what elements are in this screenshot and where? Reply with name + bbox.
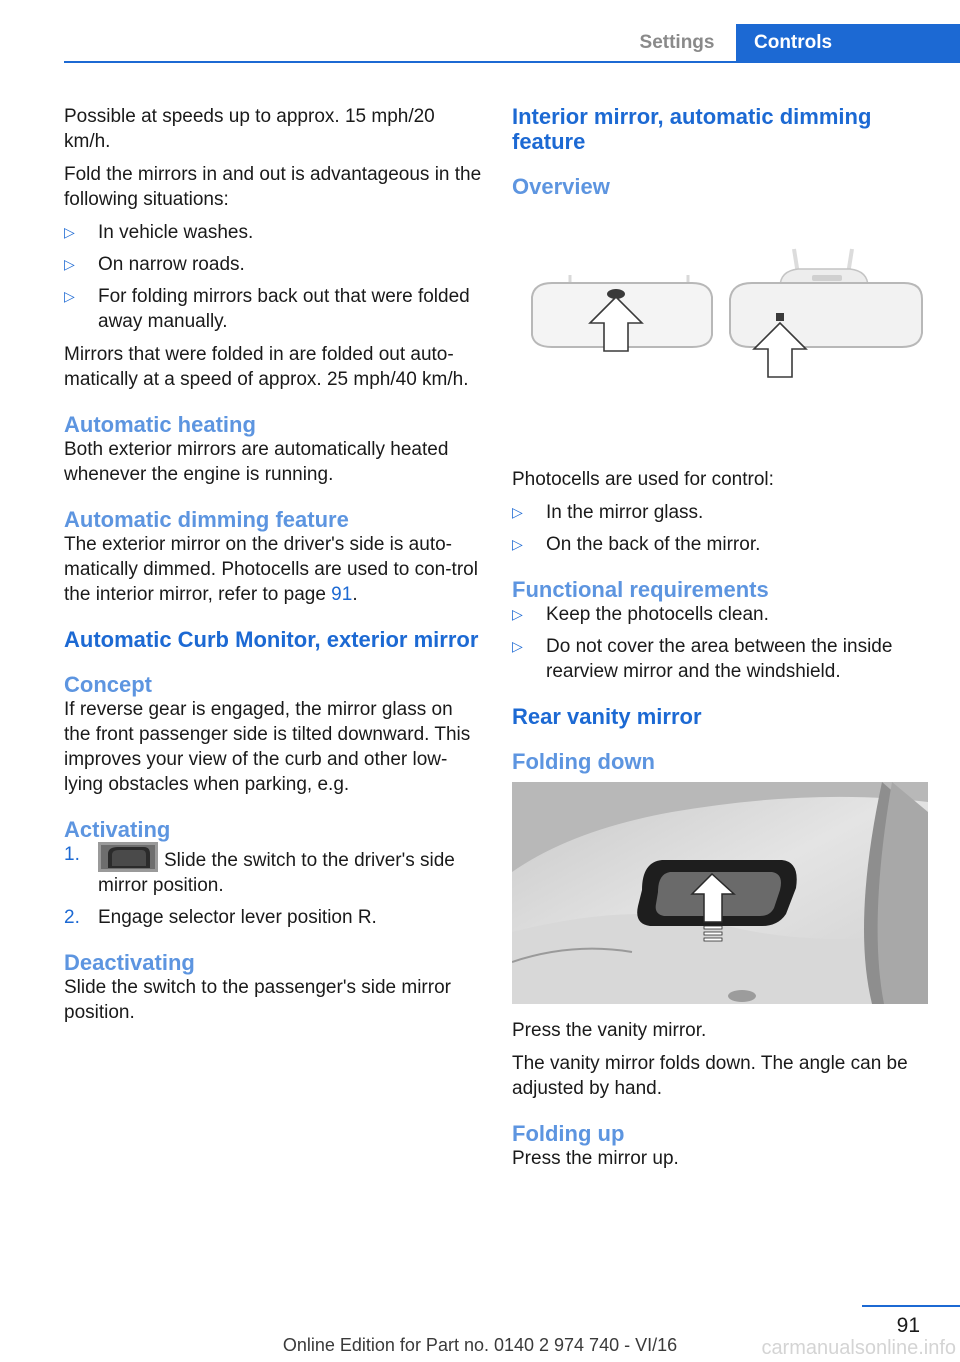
bullet-triangle-icon: ▷ [64, 256, 75, 272]
fold-situations-list [64, 220, 482, 334]
activating-heading: Activating [64, 817, 171, 842]
bullet-triangle-icon: ▷ [512, 606, 523, 622]
bullet-triangle-icon: ▷ [512, 536, 523, 552]
auto-dimming-heading: Automatic dimming feature [64, 507, 349, 532]
left-column [64, 104, 482, 1033]
list-item: ▷ Keep the photocells clean. [512, 604, 769, 625]
activating-steps [64, 842, 482, 930]
auto-heating-heading: Automatic heating [64, 412, 256, 437]
header-rule [64, 61, 960, 63]
list-item: ▷ For folding mirrors back out that were folded away manually. [64, 286, 470, 332]
bullet-triangle-icon: ▷ [64, 224, 75, 240]
bullet-triangle-icon: ▷ [512, 504, 523, 520]
photocells-intro-text: Photocells are used for control: [512, 469, 774, 490]
bullet-triangle-icon: ▷ [512, 638, 523, 654]
list-item: ▷ On the back of the mirror. [512, 534, 761, 555]
overview-heading: Overview [512, 174, 610, 199]
functional-requirements-heading: Functional requirements [512, 577, 769, 602]
curb-monitor-heading: Automatic Curb Monitor, exterior mirror [64, 627, 479, 652]
interior-mirror-illustration [512, 239, 932, 439]
footer-rule [862, 1305, 960, 1307]
list-item: ▷ In the mirror glass. [512, 502, 704, 523]
bullet-triangle-icon: ▷ [64, 288, 75, 304]
header-chapter-tab: Controls [736, 24, 960, 61]
folding-up-heading: Folding up [512, 1121, 625, 1146]
deactivating-text: Slide the switch to the passenger's side mirror position. [64, 977, 451, 1023]
edition-text: Online Edition for Part no. 0140 2 974 740 - VI/16 [282, 1335, 678, 1355]
functional-requirements-list [512, 602, 932, 684]
folding-down-text-2: The vanity mirror folds down. The angle can be adjusted by hand. [512, 1053, 908, 1099]
list-item: ▷ In vehicle washes. [64, 222, 254, 243]
folding-up-text: Press the mirror up. [512, 1148, 679, 1169]
photocells-list [512, 500, 932, 557]
concept-heading: Concept [64, 672, 152, 697]
auto-dimming-text: The exterior mirror on the driver's side is auto‐matically dimmed. Photocells are used to con‐trol the interior mirror, refer to page 91. [64, 534, 478, 605]
concept-text: If reverse gear is engaged, the mirror glass on the front passenger side is tilted downward. This improves your view of the curb and other low-lying obstacles when parking, e.g. [64, 699, 471, 795]
interior-mirror-heading: Interior mirror, automatic dimming feature [512, 104, 872, 154]
folding-down-text-1: Press the vanity mirror. [512, 1020, 707, 1041]
header-section-label: Settings [639, 31, 715, 53]
auto-heating-text: Both exterior mirrors are automatically heated whenever the engine is running. [64, 439, 449, 485]
right-column [512, 104, 932, 1179]
vanity-mirror-photo [512, 782, 928, 1004]
list-item: ▷ On narrow roads. [64, 254, 245, 275]
speed-text: Possible at speeds up to approx. 15 mph/20 km/h. [64, 106, 435, 152]
list-item: 2. Engage selector lever position R. [64, 907, 377, 928]
page-number: 91 [896, 1314, 920, 1337]
watermark-text: carmanualsonline.info [761, 1337, 956, 1359]
page-ref-link[interactable]: 91 [331, 584, 353, 605]
mirror-switch-icon [98, 842, 158, 872]
rear-vanity-mirror-heading: Rear vanity mirror [512, 704, 702, 729]
list-item: 1. Slide the switch to the driver's side mirror position. [64, 844, 455, 896]
deactivating-heading: Deactivating [64, 950, 195, 975]
fold-intro-text: Fold the mirrors in and out is advantageous in the following situations: [64, 164, 482, 210]
list-item: ▷ Do not cover the area between the inside rearview mirror and the windshield. [512, 636, 893, 682]
folding-down-heading: Folding down [512, 749, 655, 774]
foldout-text: Mirrors that were folded in are folded out auto‐matically at a speed of approx. 25 mph/40 km/h. [64, 344, 469, 390]
